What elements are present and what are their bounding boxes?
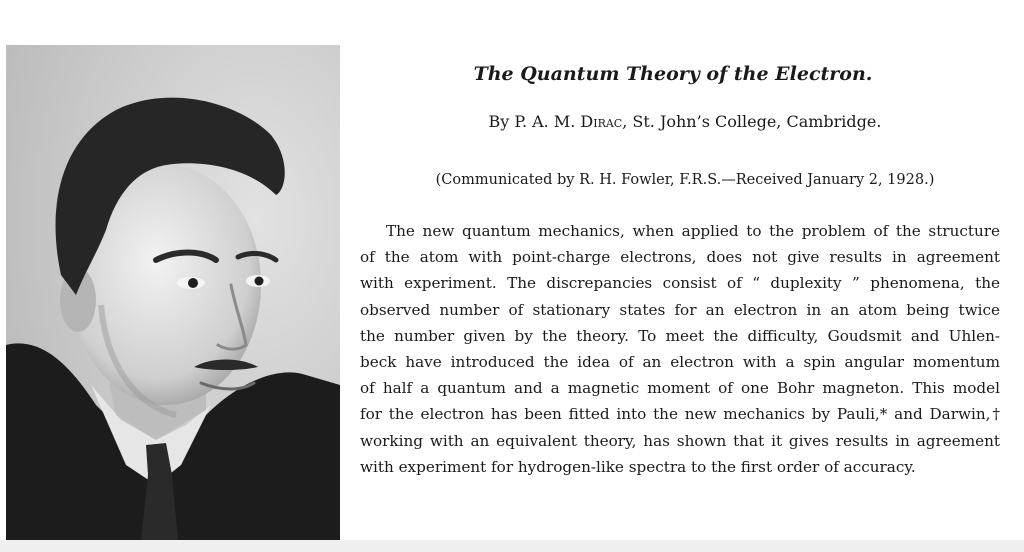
author-surname: Dirac <box>580 112 623 131</box>
abstract-paragraph <box>360 218 1000 480</box>
body-line: with experiment. The discrepancies consist of “ duplexity ” phenomena, the <box>360 274 1000 293</box>
body-line: for the electron has been fitted into the new mechanics by Pauli,* and Darwin,† <box>360 405 1000 424</box>
communicated-line: (Communicated by R. H. Fowler, F.R.S.—Received January 2, 1928.) <box>435 172 935 188</box>
body-line: of the atom with point-charge electrons, does not give results in agreement <box>360 248 1000 267</box>
byline-affiliation: , St. John’s College, Cambridge. <box>622 112 882 131</box>
body-line: with experiment for hydrogen-like spectra to the first order of accuracy. <box>360 457 916 476</box>
body-line: of half a quantum and a magnetic moment of one Bohr magneton. This model <box>360 379 1000 398</box>
body-line: working with an equivalent theory, has shown that it gives results in agreement <box>360 431 1000 450</box>
paper-text-column <box>360 60 1010 480</box>
body-line: The new quantum mechanics, when applied to the problem of the structure <box>386 222 1000 240</box>
portrait-photo <box>6 45 340 540</box>
body-line: beck have introduced the idea of an electron with a spin angular momentum <box>360 353 1000 372</box>
byline-prefix: By P. A. M. <box>488 112 581 131</box>
bottom-band <box>0 540 1024 552</box>
paper-byline <box>360 111 1010 133</box>
body-line: the number given by the theory. To meet the difficulty, Goudsmit and Uhlen- <box>360 326 1000 345</box>
body-line: observed number of stationary states for an electron in an atom being twice <box>360 300 1000 319</box>
paper-title: The Quantum Theory of the Electron. <box>473 63 873 85</box>
